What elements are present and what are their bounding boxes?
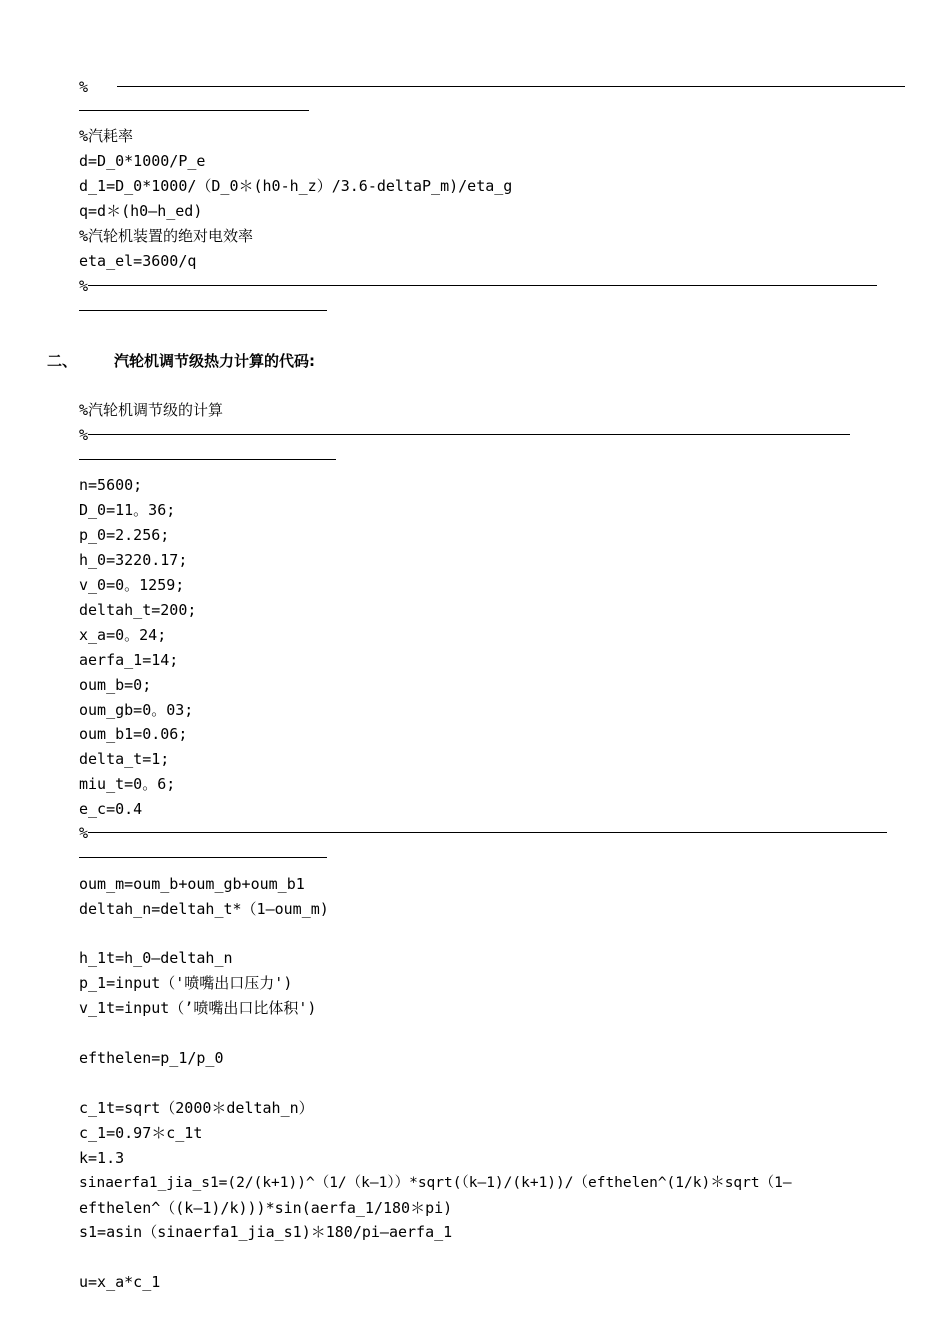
divider-rule-continued [79, 857, 327, 858]
param-line: x_a=0。24; [79, 626, 167, 644]
code-line: u=x_a*c_1 [79, 1273, 161, 1291]
divider-rule [88, 832, 887, 833]
comment-line-steam-rate: %汽耗率 [79, 127, 134, 145]
divider-percent-mark: % [79, 426, 89, 444]
code-line: q=d＊(h0—h_ed) [79, 202, 203, 220]
param-line: v_0=0。1259; [79, 576, 185, 594]
code-line: sinaerfa1_jia_s1=(2/(k+1))^（1/（k—1））*sqrt(（k—1)/(k+1))/（efthelen^(1/k)＊sqrt（1— [79, 1175, 792, 1191]
param-line: p_0=2.256; [79, 526, 170, 544]
divider-rule-continued [79, 310, 327, 311]
param-line: oum_b1=0.06; [79, 725, 188, 743]
code-line: efthelen=p_1/p_0 [79, 1049, 224, 1067]
divider-percent-mark: % [79, 277, 89, 295]
param-line: delta_t=1; [79, 750, 170, 768]
code-line: d_1=D_0*1000/（D_0＊(h0-h_z）/3.6-deltaP_m)/eta_g [79, 177, 513, 195]
divider-rule [88, 434, 850, 435]
divider-rule [117, 86, 905, 87]
section-number: 二、 [47, 352, 78, 370]
param-line: h_0=3220.17; [79, 551, 188, 569]
divider-rule [88, 285, 877, 286]
comment-line-stage-calc: %汽轮机调节级的计算 [79, 401, 224, 419]
param-line: e_c=0.4 [79, 800, 143, 818]
divider-percent-mark: % [79, 78, 89, 96]
comment-line-efficiency: %汽轮机装置的绝对电效率 [79, 227, 254, 245]
code-line: s1=asin（sinaerfa1_jia_s1)＊180/pi—aerfa_1 [79, 1223, 453, 1241]
divider-percent-mark: % [79, 824, 89, 842]
param-line: D_0=11。36; [79, 501, 176, 519]
param-line: n=5600; [79, 476, 143, 494]
divider-rule-continued [79, 459, 336, 460]
code-line: efthelen^（(k—1)/k)))*sin(aerfa_1/180＊pi) [79, 1199, 453, 1217]
code-line: c_1t=sqrt（2000＊deltah_n） [79, 1099, 314, 1117]
param-line: oum_gb=0。03; [79, 701, 194, 719]
code-line: h_1t=h_0—deltah_n [79, 949, 233, 967]
section-title: 汽轮机调节级热力计算的代码: [114, 352, 315, 370]
code-line: eta_el=3600/q [79, 252, 197, 270]
code-line: v_1t=input（’喷嘴出口比体积') [79, 999, 317, 1017]
param-line: miu_t=0。6; [79, 775, 176, 793]
code-line: d=D_0*1000/P_e [79, 152, 206, 170]
param-line: aerfa_1=14; [79, 651, 179, 669]
code-line: p_1=input（'喷嘴出口压力') [79, 974, 293, 992]
param-line: oum_b=0; [79, 676, 152, 694]
param-line: deltah_t=200; [79, 601, 197, 619]
code-line: k=1.3 [79, 1149, 125, 1167]
code-line: oum_m=oum_b+oum_gb+oum_b1 [79, 875, 305, 893]
code-line: c_1=0.97＊c_1t [79, 1124, 203, 1142]
divider-rule-continued [79, 110, 309, 111]
code-line: deltah_n=deltah_t*（1—oum_m) [79, 900, 329, 918]
